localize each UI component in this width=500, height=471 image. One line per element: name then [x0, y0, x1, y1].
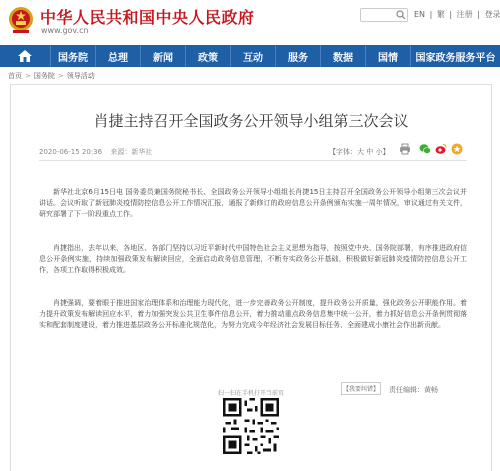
- nav-item-data[interactable]: 数据: [320, 45, 365, 67]
- font-size-selector[interactable]: 【字体：大 中 小】: [329, 148, 390, 156]
- article-meta: [39, 147, 158, 157]
- breadcrumb-leader-activities[interactable]: 领导活动: [66, 72, 95, 80]
- article-title: 肖捷主持召开全国政务公开领导小组第三次会议: [93, 112, 409, 130]
- report-error-button[interactable]: 【我要纠错】: [341, 382, 381, 395]
- nav-item-services[interactable]: 服务: [275, 45, 320, 67]
- site-header: [0, 0, 500, 44]
- share-icons: [419, 143, 463, 155]
- link-separator: |: [449, 10, 453, 19]
- link-separator: |: [429, 10, 433, 19]
- nav-item-national-conditions[interactable]: 国情: [365, 45, 410, 67]
- breadcrumb: [8, 71, 95, 81]
- main-nav: [0, 45, 500, 67]
- qzone-icon[interactable]: [451, 143, 463, 155]
- english-link[interactable]: EN: [414, 10, 426, 19]
- article-container: [10, 84, 492, 471]
- responsible-editor: 责任编辑：黄畅: [389, 386, 438, 394]
- qr-code: [223, 398, 279, 454]
- register-link[interactable]: 注册: [456, 10, 473, 19]
- nav-item-news[interactable]: 新闻: [140, 45, 185, 67]
- article-paragraph: 新华社北京6月15日电 国务委员兼国务院秘书长、全国政务公开领导小组组长肖捷15日主持召开全国政务公开领导小组第三次会议并讲话。会议听取了新冠肺炎疫情防控信息公开工作情况汇报，通报了新修订的政府信息公开条例颁布实施一周年情况，审议通过有关文件，研究部署了下一阶段重点工作。: [39, 188, 467, 218]
- print-icon[interactable]: [399, 143, 411, 155]
- national-emblem-icon[interactable]: [8, 6, 34, 34]
- nav-item-state-council[interactable]: 国务院: [50, 45, 95, 67]
- article-paragraph: 肖捷强调，要着眼于推进国家治理体系和治理能力现代化，进一步完善政务公开制度，提升政务公开质量，强化政务公开职能作用。着力提升政策发布解读回应水平，着力加强突发公共卫生事件信息公开，着力推动重点政务信息集中统一公开，着力抓好信息公开条例贯彻落实和配套制度建设，着力推进基层政务公开标准化规范化，为努力完成今年经济社会发展目标任务、全面建成小康社会作出新贡献。: [39, 299, 467, 329]
- link-separator: |: [477, 10, 480, 19]
- wechat-icon[interactable]: [419, 143, 431, 155]
- site-url: www.gov.cn: [41, 26, 89, 35]
- breadcrumb-home[interactable]: 首页: [8, 72, 22, 80]
- article-date: 2020-06-15 20:36: [39, 148, 103, 156]
- nav-item-gov-service-platform[interactable]: 国家政务服务平台: [410, 45, 500, 67]
- breadcrumb-separator: >: [57, 72, 64, 80]
- nav-item-interaction[interactable]: 互动: [230, 45, 275, 67]
- nav-item-policy[interactable]: 政策: [185, 45, 230, 67]
- nav-item-premier[interactable]: 总理: [95, 45, 140, 67]
- meta-divider: [39, 160, 467, 161]
- site-title[interactable]: 中华人民共和国中央人民政府: [40, 8, 255, 27]
- breadcrumb-state-council[interactable]: 国务院: [33, 72, 55, 80]
- nav-home[interactable]: [0, 45, 50, 67]
- top-links: [414, 9, 500, 20]
- article-source: 来源：新华社: [110, 148, 153, 156]
- weibo-icon[interactable]: [435, 143, 447, 155]
- search-icon[interactable]: [396, 10, 406, 20]
- login-link[interactable]: 登录: [484, 10, 500, 19]
- traditional-chinese-link[interactable]: 繁: [436, 10, 445, 19]
- article-paragraph: 肖捷指出，去年以来，各地区、各部门坚持以习近平新时代中国特色社会主义思想为指导，按照党中央、国务院部署，有序推进政府信息公开条例实施，持续加强政策发布解读回应，全面启动政务信息管理，不断夯实政务公开基础，积极做好新冠肺炎疫情防控信息公开工作，各项工作取得积极成效。: [39, 244, 467, 274]
- qr-caption: 扫一扫在手机打开当前页: [217, 390, 284, 397]
- breadcrumb-separator: >: [25, 72, 31, 80]
- home-icon: [18, 50, 32, 62]
